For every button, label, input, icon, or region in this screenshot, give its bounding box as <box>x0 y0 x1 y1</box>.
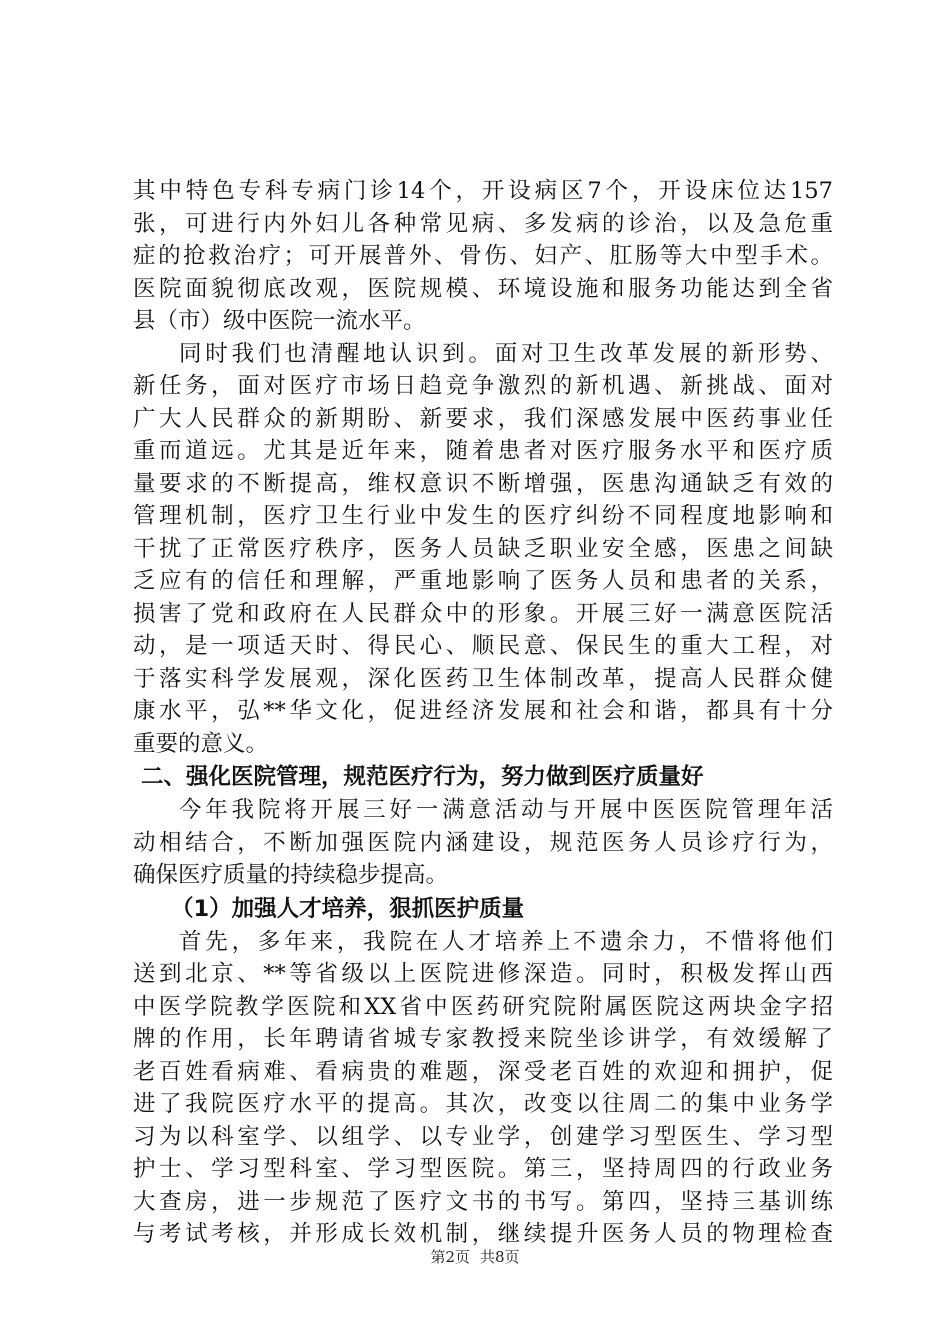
text-line: 进了我院医疗水平的提高。其次，改变以往周二的集中业务学 <box>133 1091 833 1117</box>
text-line: 新任务，面对医疗市场日趋竞争激烈的新机遇、新挑战、面对 <box>133 373 833 399</box>
page-number: 第2页 <box>430 1248 470 1266</box>
text-line: 量要求的不断提高，维权意识不断增强，医患沟通缺乏有效的 <box>133 470 833 497</box>
text-line: 老百姓看病难、看病贵的难题，深受老百姓的欢迎和拥护，促 <box>133 1058 833 1085</box>
text-line: 与考试考核，并形成长效机制，继续提升医务人员的物理检查 <box>133 1221 833 1247</box>
text-line: 于落实科学发展观，深化医药卫生体制改革，提高人民群众健 <box>133 665 833 692</box>
page-total: 共8页 <box>480 1248 520 1266</box>
text-line: 医院面貌彻底改观，医院规模、环境设施和服务功能达到全省 <box>133 275 833 302</box>
text-line: 症的抢救治疗；可开展普外、骨伤、妇产、肛肠等大中型手术。 <box>133 243 833 269</box>
page-footer <box>0 1246 950 1267</box>
subsection-heading: （1）加强人才培养，狠抓医护质量 <box>171 895 525 922</box>
text-line: 康水平，弘**华文化，促进经济发展和社会和谐，都具有十分 <box>133 698 833 724</box>
text-line: 县（市）级中医院一流水平。 <box>133 308 426 334</box>
text-line: 其中特色专科专病门诊14个，开设病区7个，开设床位达157 <box>133 178 833 204</box>
text-line: 中医学院教学医院和XX省中医药研究院附属医院这两块金字招 <box>133 993 833 1020</box>
text-line: 动相结合，不断加强医院内涵建设，规范医务人员诊疗行为， <box>133 829 833 856</box>
paragraph-4 <box>133 926 833 1251</box>
section-heading: 二、强化医院管理，规范医疗行为，努力做到医疗质量好 <box>141 764 704 790</box>
text-line: 同时我们也清醒地认识到。面对卫生改革发展的新形势、 <box>179 340 833 367</box>
text-line: 重而道远。尤其是近年来，随着患者对医疗服务水平和医疗质 <box>133 438 833 464</box>
text-line: 牌的作用，长年聘请省城专家教授来院坐诊讲学，有效缓解了 <box>133 1026 833 1052</box>
text-line: 动，是一项适天时、得民心、顺民意、保民生的重大工程，对 <box>133 633 833 659</box>
text-line: 损害了党和政府在人民群众中的形象。开展三好一满意医院活 <box>133 600 833 627</box>
text-line: 大查房，进一步规范了医疗文书的书写。第四，坚持三基训练 <box>133 1188 833 1215</box>
text-line: 乏应有的信任和理解，严重地影响了医务人员和患者的关系， <box>133 568 833 594</box>
paragraph-2 <box>133 338 833 761</box>
text-line: 重要的意义。 <box>133 730 269 757</box>
text-line: 习为以科室学、以组学、以专业学，创建学习型医生、学习型 <box>133 1123 833 1150</box>
document-body <box>133 175 833 1251</box>
text-line: 张，可进行内外妇儿各种常见病、多发病的诊治，以及急危重 <box>133 210 833 237</box>
paragraph-1 <box>133 175 833 338</box>
text-line: 护士、学习型科室、学习型医院。第三，坚持周四的行政业务 <box>133 1156 833 1182</box>
text-line: 广大人民群众的新期盼、新要求，我们深感发展中医药事业任 <box>133 405 833 432</box>
text-line: 管理机制，医疗卫生行业中发生的医疗纠纷不同程度地影响和 <box>133 503 833 529</box>
paragraph-3 <box>133 794 833 892</box>
text-line: 今年我院将开展三好一满意活动与开展中医医院管理年活 <box>179 797 833 823</box>
text-line: 确保医疗质量的持续稳步提高。 <box>133 862 449 888</box>
text-line: 干扰了正常医疗秩序，医务人员缺乏职业安全感，医患之间缺 <box>133 535 833 562</box>
text-line: 首先，多年来，我院在人才培养上不遗余力，不惜将他们 <box>179 928 833 955</box>
text-line: 送到北京、**等省级以上医院进修深造。同时，积极发挥山西 <box>133 961 833 987</box>
